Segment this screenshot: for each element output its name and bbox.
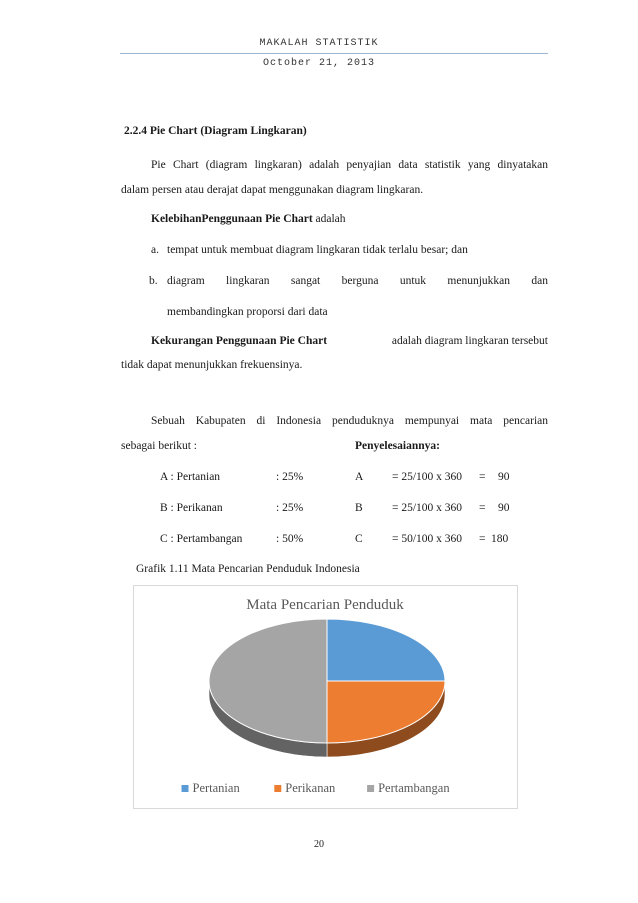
- list-item-b-line-2: membandingkan proporsi dari data: [167, 306, 328, 318]
- header-rule: [120, 53, 548, 54]
- row-a-label: A : Pertanian: [160, 471, 221, 483]
- row-b-result: 90: [498, 502, 510, 514]
- kekurangan-rest: adalah diagram lingkaran tersebut: [391, 335, 548, 347]
- row-b-eq: =: [479, 502, 486, 514]
- kekurangan-line: [151, 334, 548, 348]
- row-a-formula: = 25/100 x 360: [392, 471, 463, 483]
- row-a-percent: : 25%: [276, 471, 304, 483]
- row-c-eq: =: [479, 533, 486, 545]
- list-item-b-line-1: diagram lingkaran sangat berguna untuk menunjukkan dan: [167, 275, 548, 287]
- kelebihan-rest: adalah: [312, 213, 346, 225]
- row-a-letter: A: [355, 471, 364, 483]
- example-line-1: Sebuah Kabupaten di Indonesia penduduknya mempunyai mata pencarian: [151, 415, 548, 427]
- row-a-eq: =: [479, 471, 486, 483]
- row-c-label: C : Pertambangan: [160, 533, 243, 545]
- figure-caption: Grafik 1.11 Mata Pencarian Penduduk Indonesia: [136, 563, 360, 575]
- legend-swatch-pertambangan: [367, 785, 374, 792]
- row-a-result: 90: [498, 471, 510, 483]
- row-b-formula: = 25/100 x 360: [392, 502, 463, 514]
- pie-chart-frame: [133, 585, 518, 809]
- legend-label-perikanan: Perikanan: [285, 781, 336, 795]
- intro-line-1: Pie Chart (diagram lingkaran) adalah penyajian data statistik yang dinyatakan: [151, 159, 548, 171]
- pie-slice-pertanian: [327, 619, 445, 681]
- kekurangan-line-2: tidak dapat menunjukkan frekuensinya.: [121, 359, 303, 371]
- running-header-date: October 21, 2013: [262, 58, 375, 69]
- legend-label-pertanian: Pertanian: [192, 781, 240, 795]
- intro-line-2: dalam persen atau derajat dapat menggunakan diagram lingkaran.: [121, 184, 424, 196]
- legend-swatch-pertanian: [182, 785, 189, 792]
- list-marker-a: a.: [151, 244, 159, 256]
- kelebihan-line: [151, 212, 346, 226]
- legend-label-pertambangan: Pertambangan: [378, 781, 450, 795]
- row-b-label: B : Perikanan: [160, 502, 223, 514]
- row-c-formula: = 50/100 x 360: [392, 533, 463, 545]
- pie-slice-perikanan: [327, 681, 445, 743]
- row-b-percent: : 25%: [276, 502, 304, 514]
- section-heading: 2.2.4 Pie Chart (Diagram Lingkaran): [124, 125, 307, 137]
- chart-title: Mata Pencarian Penduduk: [246, 597, 404, 613]
- kelebihan-bold: KelebihanPenggunaan Pie Chart: [151, 213, 313, 225]
- solution-title: Penyelesaiannya:: [355, 440, 440, 452]
- kekurangan-bold: Kekurangan Penggunaan Pie Chart: [151, 335, 328, 347]
- page-number: 20: [314, 839, 324, 850]
- running-header-title: MAKALAH STATISTIK: [259, 38, 379, 49]
- list-item-a: tempat untuk membuat diagram lingkaran tidak terlalu besar; dan: [167, 244, 468, 256]
- row-c-letter: C: [355, 533, 363, 545]
- pie-chart: [134, 586, 517, 808]
- row-b-letter: B: [355, 502, 363, 514]
- row-c-percent: : 50%: [276, 533, 304, 545]
- example-line-2: sebagai berikut :: [121, 440, 198, 452]
- row-c-result: 180: [491, 533, 509, 545]
- legend-swatch-perikanan: [274, 785, 281, 792]
- list-marker-b: b.: [149, 275, 158, 287]
